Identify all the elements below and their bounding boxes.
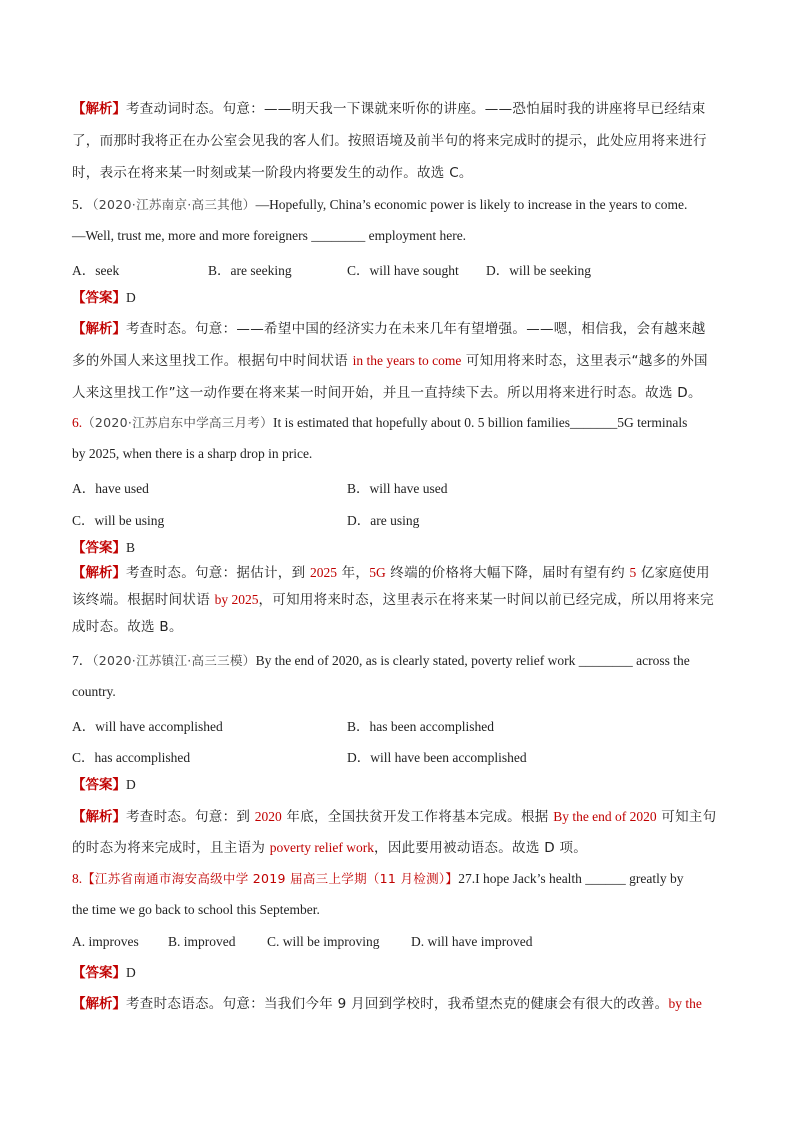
explanation-line: 的时态为将来完成时，且主语为 poverty relief work，因此要用被动语态。故选 D 项。 [72, 840, 588, 856]
explanation-line: 【解析】考查时态语态。句意：当我们今年 9 月回到学校时，我希望杰克的健康会有很大的改善。by the [72, 996, 702, 1012]
option-c: C．will be using [72, 513, 165, 528]
option-b: B. improved [168, 934, 236, 949]
question-7-stem: 7．（2020·江苏镇江·高三三模）By the end of 2020, as is clearly stated, poverty relief work ________ across the [72, 653, 690, 668]
answer-line: 【答案】D [72, 965, 136, 981]
explanation-line: 成时态。故选 B。 [72, 619, 183, 635]
question-8-stem: 8.【江苏省南通市海安高级中学 2019 届高三上学期（11 月检测）】27.I hope Jack’s health ______ greatly by [72, 871, 684, 886]
answer-line: 【答案】D [72, 777, 136, 793]
explanation-line: 【解析】考查时态。句意：据估计，到 2025 年，5G 终端的价格将大幅下降，届时有望有约 5 亿家庭使用 [72, 565, 710, 581]
explanation-line: 人来这里找工作”这一动作要在将来某一时间开始，并且一直持续下去。所以用将来进行时态。故选 D。 [72, 385, 702, 401]
question-7-stem-cont: country. [72, 684, 116, 699]
option-d: D．will be seeking [486, 263, 591, 278]
answer-line: 【答案】B [72, 540, 136, 556]
question-5-stem-cont: —Well, trust me, more and more foreigners ________ employment here. [72, 228, 467, 243]
option-a: A．seek [72, 263, 120, 278]
option-c: C. will be improving [267, 934, 380, 949]
explanation-line: 多的外国人来这里找工作。根据句中时间状语 in the years to come 可知用将来时态，这里表示“越多的外国 [72, 353, 708, 369]
option-b: B．are seeking [208, 263, 292, 278]
option-c: C．will have sought [347, 263, 459, 278]
explanation-line: 【解析】考查时态。句意：——希望中国的经济实力在未来几年有望增强。——嗯，相信我，会有越来越 [72, 321, 706, 337]
option-d: D. will have improved [411, 934, 533, 949]
option-b: B．has been accomplished [347, 719, 494, 734]
explanation-line: 该终端。根据时间状语 by 2025，可知用将来时态，这里表示在将来某一时间以前已经完成，所以用将来完 [72, 592, 714, 608]
explanation-line: 了，而那时我将正在办公室会见我的客人们。按照语境及前半句的将来完成时的提示，此处应用将来进行 [72, 133, 707, 149]
question-5-stem: 5．（2020·江苏南京·高三其他）—Hopefully, China’s economic power is likely to increase in the years to come. [72, 197, 688, 212]
option-a: A．have used [72, 481, 149, 496]
explanation-line: 【解析】考查时态。句意：到 2020 年底，全国扶贫开发工作将基本完成。根据 By the end of 2020 可知主句 [72, 809, 717, 825]
option-a: A．will have accomplished [72, 719, 223, 734]
explanation-tag: 【解析】 [72, 101, 126, 117]
option-d: D．will have been accomplished [347, 750, 527, 765]
answer-line: 【答案】D [72, 290, 136, 306]
question-8-stem-cont: the time we go back to school this September. [72, 902, 320, 917]
question-6-stem: 6.（2020·江苏启东中学高三月考）It is estimated that hopefully about 0. 5 billion families_______5G terminals [72, 415, 688, 430]
option-b: B．will have used [347, 481, 448, 496]
option-a: A. improves [72, 934, 139, 949]
option-d: D．are using [347, 513, 420, 528]
explanation-line: 时，表示在将来某一时刻或某一阶段内将要发生的动作。故选 C。 [72, 165, 473, 181]
option-c: C．has accomplished [72, 750, 191, 765]
question-6-stem-cont: by 2025, when there is a sharp drop in price. [72, 446, 313, 461]
explanation-line: 【解析】考查动词时态。句意：——明天我一下课就来听你的讲座。——恐怕届时我的讲座将早已经结束 [72, 101, 706, 117]
